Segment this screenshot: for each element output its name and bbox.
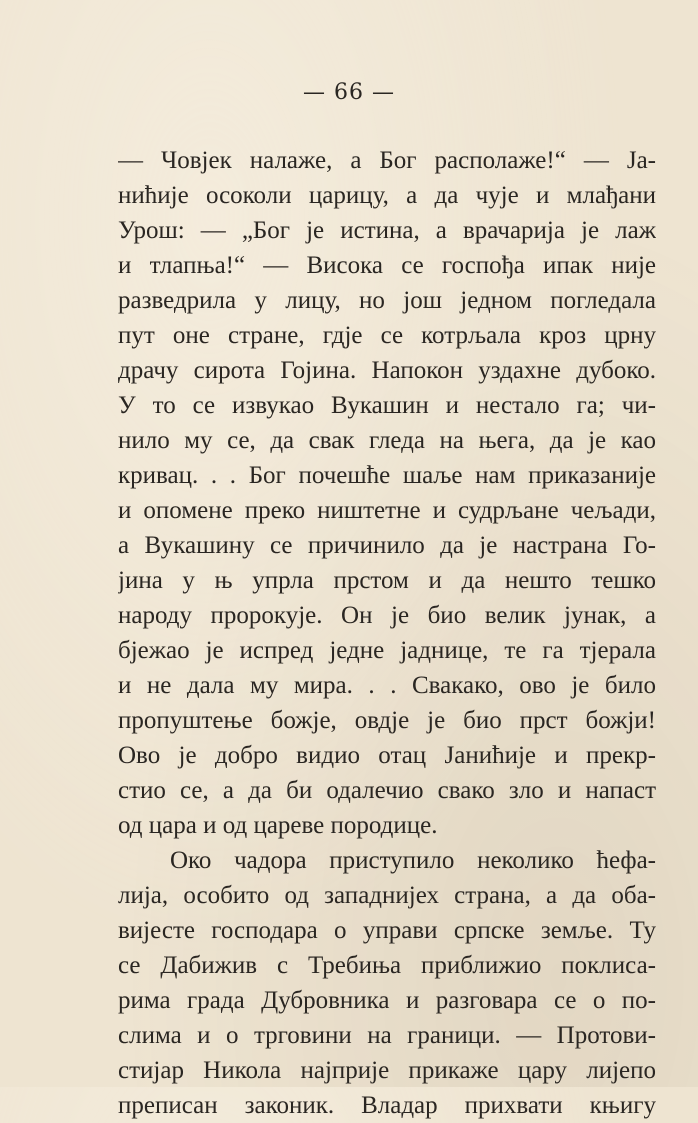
- text-line: бјежао је испред једне јаднице, те га тјерала: [118, 637, 656, 664]
- text-line: преписан законик. Владар прихвати књигу: [118, 1092, 656, 1119]
- text-line: а Вукашину се причинило да је настрана Го-: [118, 532, 656, 559]
- text-line: стио се, а да би одалечио свако зло и напаст: [118, 777, 656, 804]
- text-line: се Дабижив с Требиња приближио поклиса-: [118, 952, 656, 979]
- text-line: и тлапња!“ — Висока се госпођа ипак није: [118, 252, 656, 279]
- text-line: слима и о трговини на граници. — Протови-: [118, 1022, 656, 1049]
- text-line: лија, особито од западнијех страна, а да оба-: [118, 882, 656, 909]
- page-number: — 66 —: [303, 80, 395, 105]
- text-line: — Човјек налаже, а Бог располаже!“ — Ја-: [118, 147, 656, 174]
- text-line: пропуштење божје, овдје је био прст божји!: [118, 707, 656, 734]
- text-line: вијесте господара о управи српске земље. Ту: [118, 917, 656, 944]
- text-line: стијар Никола најприје прикаже цару лијепо: [118, 1057, 656, 1084]
- text-line: и опомене преко ништетне и судрљане чељади,: [118, 497, 656, 524]
- text-line: народу пророкује. Он је био велик јунак, а: [118, 602, 656, 629]
- text-line: У то се извукао Вукашин и нестало га; чи-: [118, 392, 656, 419]
- text-line: рима града Дубровника и разговара се о по-: [118, 987, 656, 1014]
- text-line: пут оне стране, гдје се котрљала кроз црну: [118, 322, 656, 349]
- text-line: нићије осоколи царицу, а да чује и млађани: [118, 182, 656, 209]
- text-line: Урош: — „Бог је истина, а врачарија је лаж: [118, 217, 656, 244]
- text-line: разведрила у лицу, но још једном погледала: [118, 287, 656, 314]
- text-line: и не дала му мира. . . Свакако, ово је било: [118, 672, 656, 699]
- text-line: Ово је добро видио отац Јанићије и прекр-: [118, 742, 656, 769]
- text-line: јина у њ упрла прстом и да нешто тешко: [118, 567, 656, 594]
- page-text: [118, 143, 656, 1123]
- text-line: од цара и од цареве породице.: [118, 812, 438, 839]
- text-line: нило му се, да свак гледа на њега, да је као: [118, 427, 656, 454]
- text-line: Око чадора приступило неколико ћефа-: [170, 847, 656, 874]
- text-line: кривац. . . Бог почешће шаље нам приказаније: [118, 462, 656, 489]
- text-line: драчу сирота Гојина. Напокон уздахне дубоко.: [118, 357, 656, 384]
